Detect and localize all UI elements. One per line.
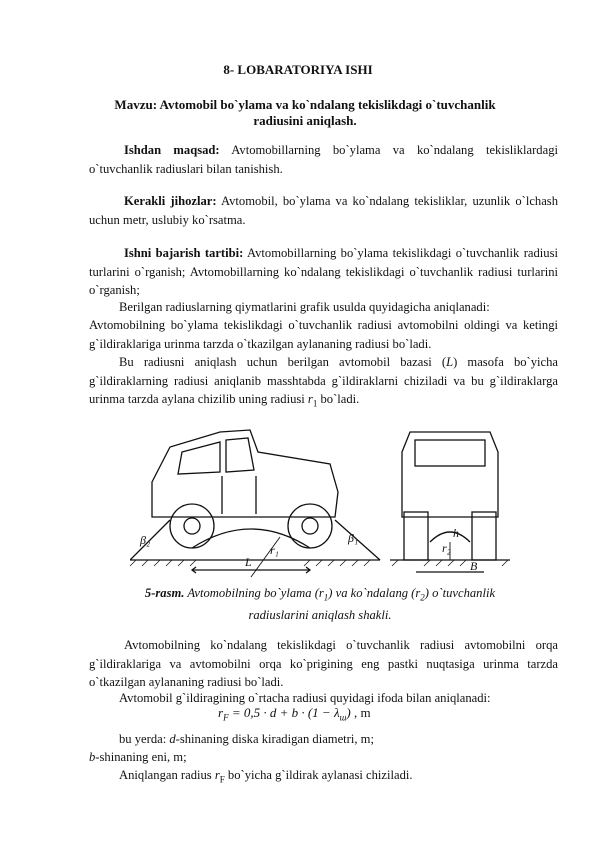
- longitudinal-paragraph: Avtomobilning bo`ylama tekislikdagi o`tuvchanlik radiusi avtomobilni oldingi va ketingi g`ildiraklariga urinma tarzda o`tkazilgan aylananing radiusi bo`ladi.: [89, 318, 558, 351]
- ground-hatching-rear: [392, 560, 508, 566]
- beta1-label: β₁: [348, 531, 359, 545]
- right-rear-wheel: [472, 512, 496, 560]
- where-b: b-shinaning eni, m;: [89, 750, 187, 764]
- aim-paragraph: [89, 141, 558, 178]
- page-title: 8- LOBARATORIYA ISHI: [223, 62, 373, 77]
- final-sentence: Aniqlangan radius $r_F$ bo`yicha g`ildirak aylanasi chiziladi.: [119, 768, 413, 785]
- graphic-method-paragraph: Berilgan radiuslarning qiymatlarini grafik usulda quyidagicha aniqlanadi:: [119, 300, 490, 314]
- wheelbase-label: L: [245, 555, 252, 569]
- door-window: [226, 438, 254, 472]
- equipment-paragraph: [89, 192, 558, 229]
- formula-intro: Avtomobil g`ildiragining o`rtacha radiusi quyidagi ifoda bilan aniqlanadi:: [119, 691, 491, 705]
- figure-caption: 5-rasm. Avtomobilning bo`ylama $(r_1)$ va ko`ndalang $(r_2)$ o`tuvchanlik radiuslarini aniqlash shakli.: [144, 586, 496, 622]
- base-paragraph: Bu radiusni aniqlash uchun berilgan avtomobil bazasi (L) masofa bo`yicha g`ildiraklarning radiusi aniqlanib masshtabda g`ildiraklarni chiziladi va bu g`ildiraklarga urinma tarzda aylana chizilib uning radiusi $r_1$ bo`ladi.: [89, 355, 558, 409]
- aim-label: Ishdan maqsad:: [124, 143, 220, 157]
- beta2-label: β₂: [140, 533, 151, 547]
- rear-window: [178, 442, 220, 474]
- radius-formula: $r_F = 0,5 \cdot d + b \cdot (1 - \lambda_ш)$ , m: [218, 705, 371, 723]
- procedure-label: Ishni bajarish tartibi:: [124, 246, 244, 260]
- procedure-paragraph: [89, 244, 558, 300]
- procedure-text: Avtomobillarning bo`ylama tekislikdagi o`tuvchanlik radiusi turlarini o`rganish; Avtomobillarning ko`ndalang tekislikdagi o`tuvchanlik radiusi turlarini o`rganish;: [89, 246, 558, 297]
- equipment-label: Kerakli jihozlar:: [124, 194, 217, 208]
- clearance-label: h: [453, 526, 459, 540]
- front-wheel-side: [288, 504, 332, 548]
- subject-heading: Mavzu: Avtomobil bo`ylama va ko`ndalang tekislikdagi o`tuvchanlik radiusini aniqlash.: [114, 97, 496, 128]
- equipment-text: Avtomobil, bo`ylama va ko`ndalang tekisliklar, uzunlik o`lchash uchun metr, uslubiy ko`rsatma.: [89, 194, 558, 227]
- rear-wheel-side: [170, 504, 214, 548]
- aim-text: Avtomobillarning bo`ylama va ko`ndalang tekisliklardagi o`tuvchanlik radiuslari bilan tanishish.: [89, 143, 558, 176]
- where-d: bu yerda: d-shinaning diska kiradigan diametri, m;: [119, 732, 374, 746]
- car-body-rear: [402, 432, 498, 517]
- longitudinal-clearance-arc: [192, 529, 310, 548]
- left-rear-wheel: [404, 512, 428, 560]
- transverse-paragraph: Avtomobilning ko`ndalang tekislikdagi o`tuvchanlik radiusi avtomobilni orqa g`ildiraklariga va avtomobilni orqa ko`prigining eng pastki nuqtasiga urinma tarzda o`tkazilgan aylananing radiusi bo`ladi.: [89, 638, 558, 689]
- rear-windscreen: [415, 440, 485, 466]
- r2-label: r₂: [442, 541, 451, 555]
- r1-label: r₁: [270, 543, 279, 557]
- track-label: B: [470, 559, 478, 573]
- vehicle-clearance-figure: [130, 392, 530, 582]
